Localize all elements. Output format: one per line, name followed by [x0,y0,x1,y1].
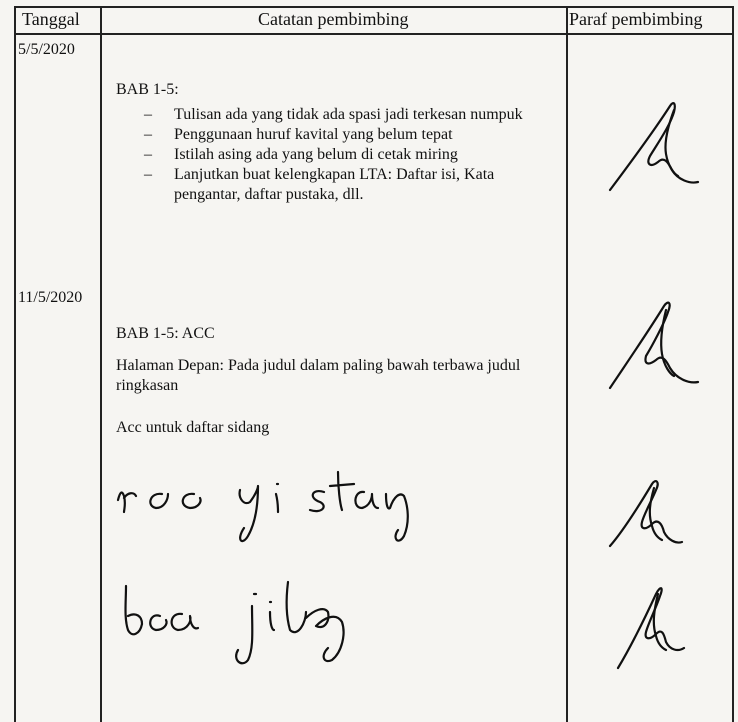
entry-heading: BAB 1-5: [116,81,179,98]
revision-list [140,105,560,205]
list-item: – Lanjutkan buat kelengkapan LTA: Daftar isi, Kata pengantar, daftar pustaka, dll. [140,165,560,205]
entry-note: Halaman Depan: Pada judul dalam paling bawah terbawa judul ringkasan [116,357,521,394]
header-bottom-border [14,33,734,35]
entry-date: 5/5/2020 [18,41,75,58]
handwritten-note-acc-jilid [110,568,410,678]
list-item: – Istilah asing ada yang belum di cetak miring [140,145,560,165]
header-date: Tanggal [22,9,80,29]
supervisor-signature [606,474,686,554]
header-notes: Catatan pembimbing [258,9,409,29]
column-divider-notes [566,6,568,722]
table-left-border [14,6,16,722]
list-item: – Penggunaan huruf kavital yang belum tepat [140,125,560,145]
list-item: – Tulisan ada yang tidak ada spasi jadi terkesan numpuk [140,105,560,125]
supervisor-signature [604,296,704,396]
supervisor-signature [612,574,692,674]
supervisor-signature [604,96,704,196]
entry-heading: BAB 1-5: ACC [116,325,215,342]
entry-date: 11/5/2020 [18,289,83,306]
column-divider-date [100,6,102,722]
handwritten-note-acc-uji-sidang [110,462,430,552]
entry-note: Acc untuk daftar sidang [116,419,270,436]
table-right-border [732,6,734,722]
header-paraf: Paraf pembimbing [569,9,703,29]
